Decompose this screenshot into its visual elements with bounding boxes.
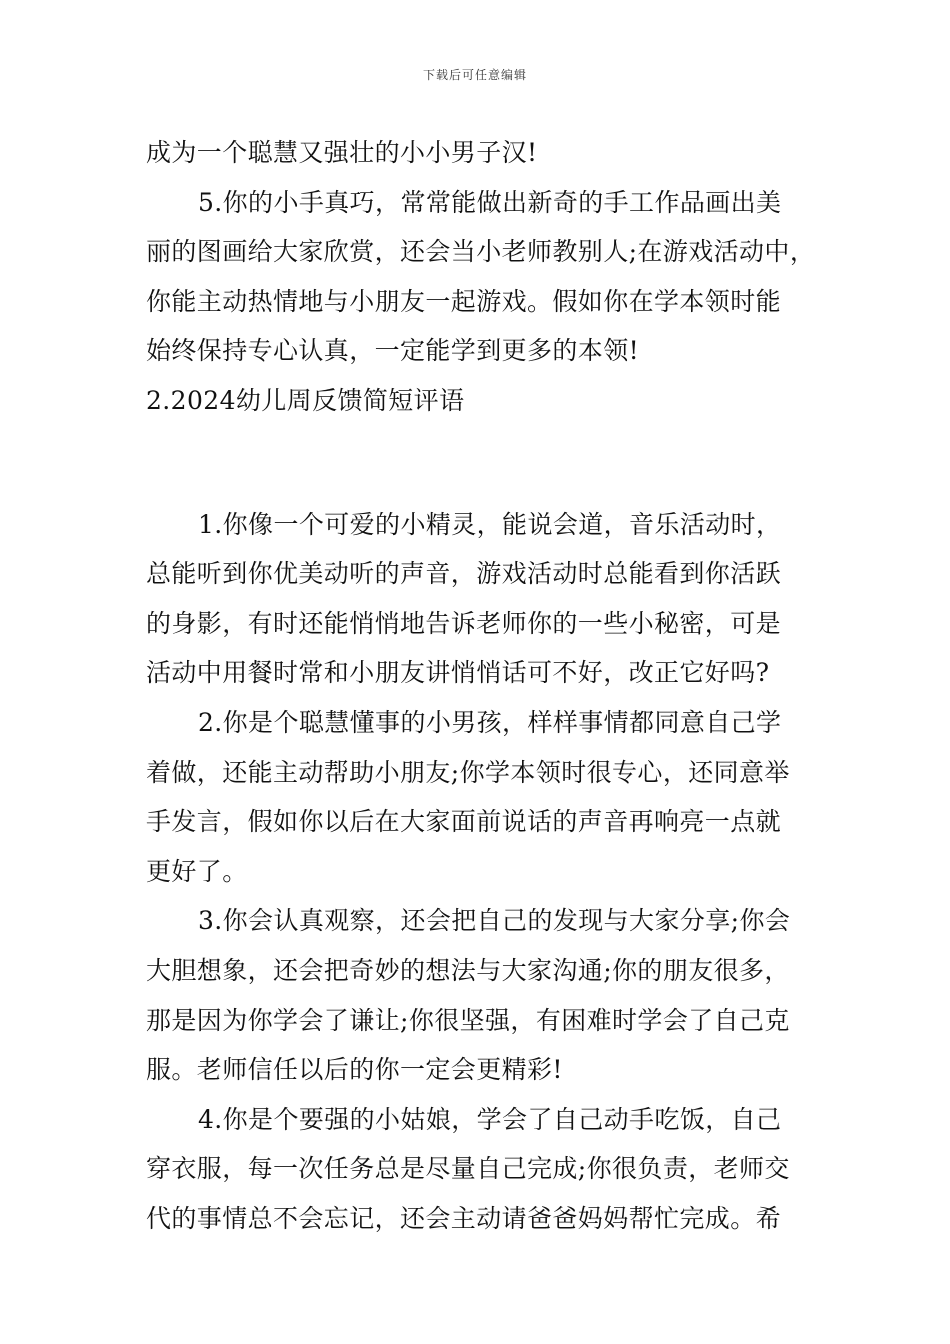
- paragraph-line: 始终保持专心认真，一定能学到更多的本领!: [146, 336, 640, 366]
- paragraph-line: 那是因为你学会了谦让;你很坚强，有困难时学会了自己克: [146, 1005, 790, 1035]
- paragraph-line: 活动中用餐时常和小朋友讲悄悄话可不好，改正它好吗?: [146, 658, 770, 688]
- page-header-note: 下载后可任意编辑: [422, 68, 527, 82]
- paragraph-line: 着做，还能主动帮助小朋友;你学本领时很专心，还同意举: [146, 757, 790, 787]
- paragraph-line: 更好了。: [146, 856, 248, 886]
- paragraph-line: 的身影，有时还能悄悄地告诉老师你的一些小秘密，可是: [146, 608, 782, 638]
- paragraph-line: 大胆想象，还会把奇妙的想法与大家沟通;你的朋友很多，: [146, 955, 790, 985]
- paragraph-line: 4.你是个要强的小姑娘，学会了自己动手吃饭，自己: [198, 1104, 782, 1134]
- paragraph-line: 服。老师信任以后的你一定会更精彩!: [146, 1055, 563, 1085]
- paragraph-line: 3.你会认真观察，还会把自己的发现与大家分享;你会: [198, 906, 791, 936]
- paragraph-line: 代的事情总不会忘记，还会主动请爸爸妈妈帮忙完成。希: [146, 1203, 782, 1233]
- paragraph-line: 你能主动热情地与小朋友一起游戏。假如你在学本领时能: [146, 286, 782, 316]
- section-title: 2.2024幼儿周反馈简短评语: [146, 385, 465, 415]
- document-body: [146, 128, 816, 1243]
- section-spacer: [146, 426, 806, 500]
- paragraph-line: 丽的图画给大家欣赏，还会当小老师教别人;在游戏活动中，: [146, 237, 816, 267]
- paragraph-line: 手发言，假如你以后在大家面前说话的声音再响亮一点就: [146, 807, 782, 837]
- paragraph-line: 1.你像一个可爱的小精灵，能说会道，音乐活动时，: [198, 509, 782, 539]
- paragraph-line: 成为一个聪慧又强壮的小小男子汉!: [146, 138, 538, 167]
- paragraph-line: 总能听到你优美动听的声音，游戏活动时总能看到你活跃: [146, 559, 782, 589]
- paragraph-line: 5.你的小手真巧，常常能做出新奇的手工作品画出美: [198, 187, 782, 217]
- paragraph-line: 穿衣服，每一次任务总是尽量自己完成;你很负责，老师交: [146, 1154, 790, 1184]
- paragraph-line: 2.你是个聪慧懂事的小男孩，样样事情都同意自己学: [198, 707, 782, 737]
